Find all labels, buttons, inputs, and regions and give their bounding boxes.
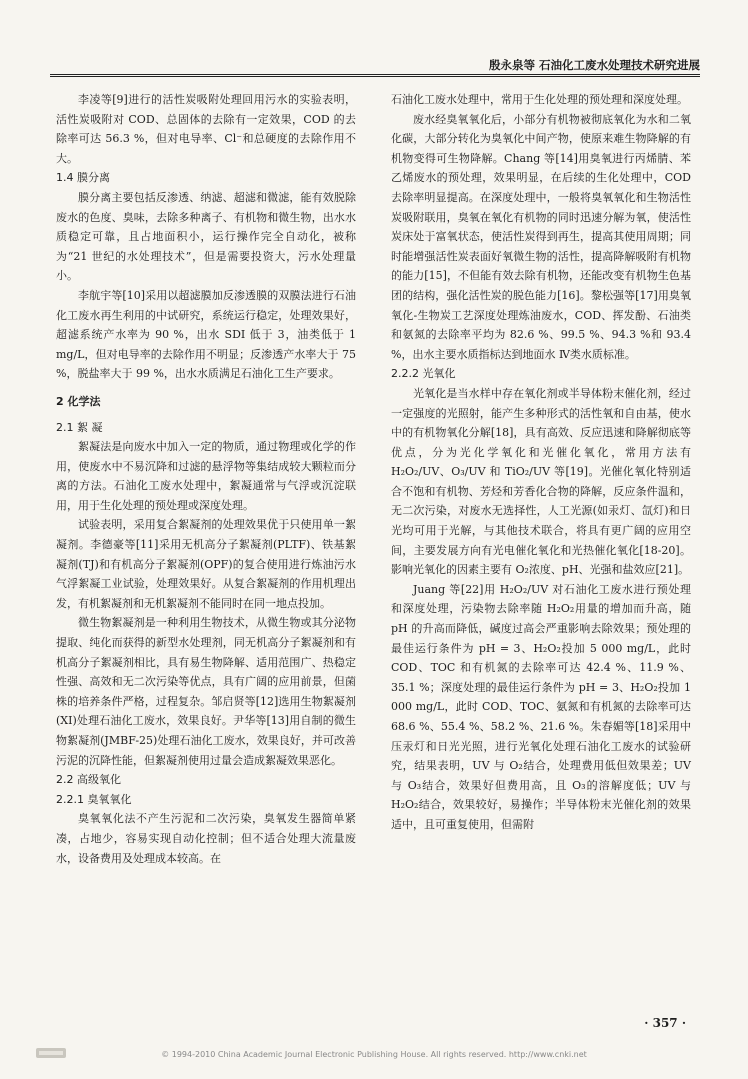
section-heading: 2.2 高级氧化: [56, 773, 121, 787]
section-heading: 1.4 膜分离: [56, 171, 110, 185]
paragraph: 微生物絮凝剂是一种利用生物技术，从微生物或其分泌物提取、纯化而获得的新型水处理剂，同无机高分子絮凝剂和有机高分子絮凝剂相比，具有易生物降解、适用范围广、热稳定性强、高效和无二次污染等优点，具有广阔的应用前景，但菌株的培养条件严格，过程复杂。邹启贤等[12]选用生物絮凝剂(XI)处理石油化工废水，效果良好。尹华等[13]用自制的微生物絮凝剂(JMBF-25)处理石油化工废水，效果良好，并可改善污泥的沉降性能，但絮凝剂使用过量会造成絮凝效果恶化。: [56, 616, 356, 767]
page-number: · 357 ·: [644, 1016, 686, 1030]
running-header: 殷永泉等 石油化工废水处理技术研究进展: [488, 58, 700, 72]
paragraph: 膜分离主要包括反渗透、纳滤、超滤和微滤，能有效脱除废水的色度、臭味，去除多种离子、有机物和微生物，出水水质稳定可靠，且占地面积小，运行操作完全自动化，被称为“21 世纪的水处理技术”，但是需要投资大，污水处理量小。: [56, 190, 356, 283]
header-rule-thin: [50, 76, 700, 77]
header-rule: [50, 74, 700, 75]
paragraph: 废水经臭氧氧化后，小部分有机物被彻底氧化为水和二氧化碳，大部分转化为臭氧化中间产物，使原来难生物降解的有机物变得可生物降解。Chang 等[14]用臭氧进行丙烯腈、苯乙烯废水的预处理，效果明显，在后续的生化处理中，COD 去除率明显提高。在深度处理中，一般将臭氧氧化和生物活性炭吸附联用，臭氧在氧化有机物的同时迅速分解为氧，使活性炭床处于富氧状态，使活性炭得到再生，提高其使用周期；同时能增强活性炭表面好氧微生物的活性，提高降解吸附有机物的能力[15]，不但能有效去除有机物，还能改变有机物生色基团的结构，强化活性炭的脱色能力[16]。黎松强等[17]用臭氧氧化-生物炭工艺深度处理炼油废水，COD、挥发酚、石油类和氨氮的去除率平均为 82.6 %、99.5 %、94.3 %和 93.4 %，出水主要水质指标达到地面水 Ⅳ类水质标准。: [391, 112, 691, 361]
paragraph: 光氧化是当水样中存在氧化剂或半导体粉末催化剂，经过一定强度的光照射，能产生多种形式的活性氧和自由基，使水中的有机物氧化分解[18]，具有高效、反应迅速和降解彻底等优点，分为光化学氧化和光催化氧化，常用方法有 H₂O₂/UV、O₃/UV 和 TiO₂/UV 等[19]。光催化氧化特别适合不饱和有机物、芳烃和芳香化合物的降解，反应条件温和，无二次污染，对废水无选择性，人工光源(如汞灯、氙灯)和日光均可用于光解，与其他技术联合，将具有更广阔的应用空间，主要发展方向有光电催化氧化和光热催化氧化[18-20]。影响光氧化的因素主要有 O₂浓度、pH、光强和盐效应[21]。: [391, 386, 691, 577]
paragraph: 试验表明，采用复合絮凝剂的处理效果优于只使用单一絮凝剂。李德豪等[11]采用无机高分子絮凝剂(PLTF)、铁基絮凝剂(TJ)和有机高分子絮凝剂(OPF)的复合使用进行炼油污水气浮絮凝工业试验，处理效果好。从复合絮凝剂的作用机理出发，有机絮凝剂和无机絮凝剂不能同时在同一地点投加。: [56, 518, 356, 610]
paragraph: 絮凝法是向废水中加入一定的物质，通过物理或化学的作用，使废水中不易沉降和过滤的悬浮物等集结成较大颗粒而分离的方法。石油化工废水处理中，絮凝通常与气浮或沉淀联用，用于生化处理的预处理或深度处理。: [56, 440, 356, 512]
paragraph: Juang 等[22]用 H₂O₂/UV 对石油化工废水进行预处理和深度处理，污染物去除率随 H₂O₂用量的增加而升高，随 pH 的升高而降低，碱度过高会严重影响去除效果；预处理的最佳运行条件为 pH = 3、H₂O₂投加 5 000 mg/L，此时 COD、TOC 和有机氮的去除率可达 42.4 %、11.9 %、35.1 %；深度处理的最佳运行条件为 pH = 3、H₂O₂投加 1 000 mg/L，此时 COD、TOC、氨氮和有机氮的去除率可达 68.6 %、55.4 %、58.2 %、21.6 %。朱春媚等[18]采用中压汞灯和日光光照，进行光氧化处理石油化工废水的试验研究，结果表明，UV 与 O₂结合，处理费用低但效果差；UV 与 O₃结合，效果好但费用高，且 O₃的溶解度低；UV 与 H₂O₂结合，效果较好，易操作；半导体粉末光催化剂的效果适中，且可重复使用，但需附: [391, 582, 691, 831]
left-column: [56, 90, 356, 868]
paragraph: 臭氧氧化法不产生污泥和二次污染，臭氧发生器简单紧凑，占地少，容易实现自动化控制；但不适合处理大流量废水，设备费用及处理成本较高。在: [56, 812, 356, 865]
paragraph: 石油化工废水处理中，常用于生化处理的预处理和深度处理。: [391, 93, 688, 106]
section-heading: 2.1 絮 凝: [56, 420, 103, 434]
right-column: [391, 90, 691, 835]
section-heading: 2.2.1 臭氧氧化: [56, 792, 132, 806]
copyright-footer: © 1994-2010 China Academic Journal Electronic Publishing House. All rights reserved. http://www.cnki.net: [161, 1050, 587, 1059]
section-heading: 2.2.2 光氧化: [391, 367, 456, 381]
paragraph: 李凌等[9]进行的活性炭吸附处理回用污水的实验表明，活性炭吸附对 COD、总固体的去除有一定效果，COD 的去除率可达 56.3 %，但对电导率、Cl⁻和总硬度的去除作用不大。: [56, 93, 356, 165]
paragraph: 李航宇等[10]采用以超滤膜加反渗透膜的双膜法进行石油化工废水再生利用的中试研究，系统运行稳定，处理效果好，超滤系统产水率为 90 %，出水 SDI 低于 3，油类低于 1 mg/L，但对电导率的去除作用不明显；反渗透产水率大于 75 %，脱盐率大于 99 %，出水水质满足石油化工生产要求。: [56, 288, 356, 381]
section-heading: 2 化学法: [56, 394, 101, 408]
